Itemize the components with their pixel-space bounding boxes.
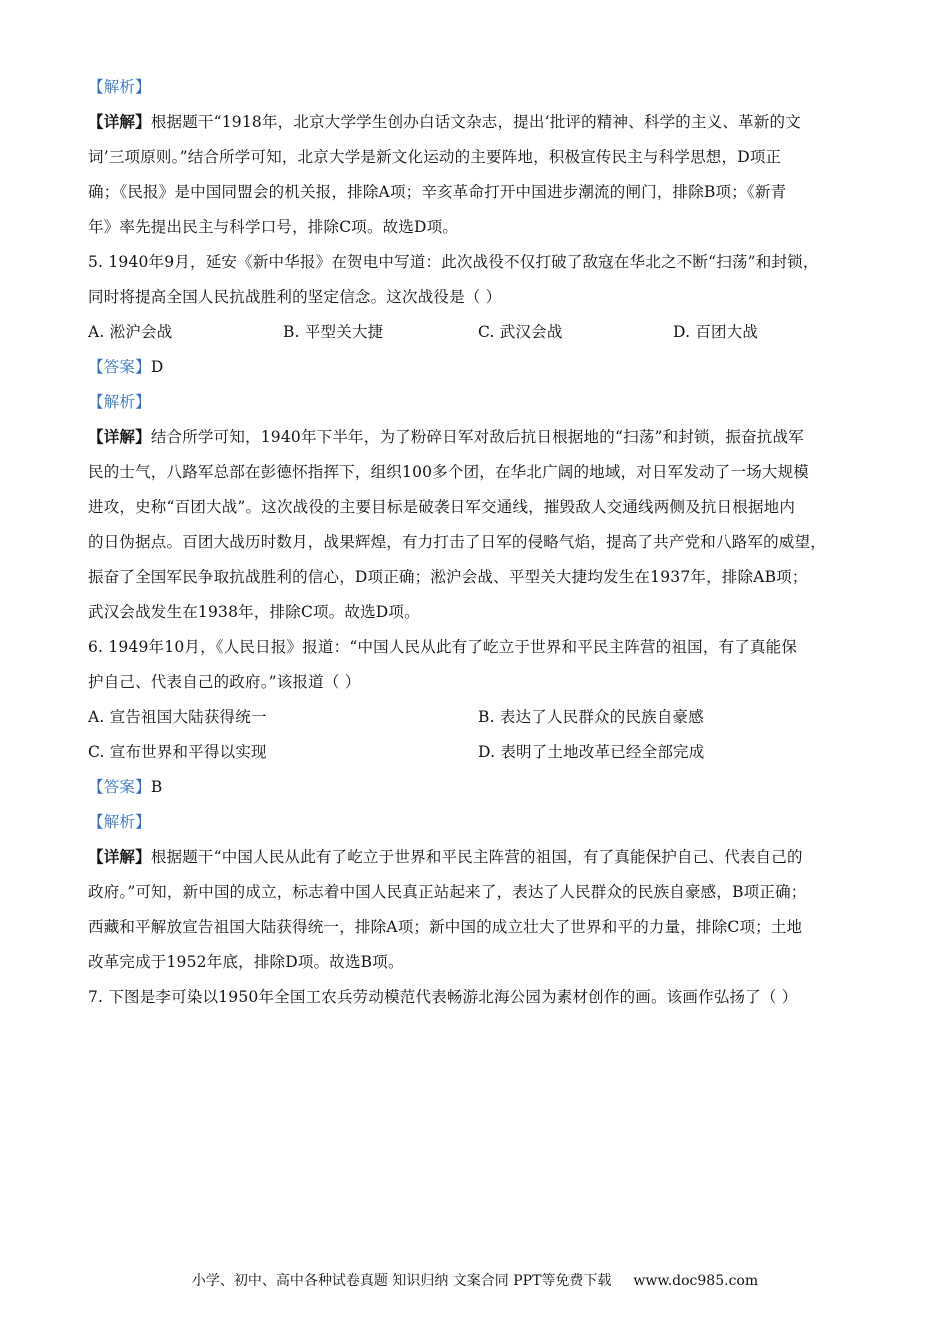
q6-answer — [88, 770, 868, 805]
q6-analysis-label: 【解析】 — [88, 813, 151, 831]
q6-stem-line: 护自己、代表自己的政府。”该报道（ ） — [88, 673, 361, 691]
q5-detail-line: 振奋了全国军民争取抗战胜利的信心，D项正确；淞沪会战、平型关大捷均发生在1937年，排除AB项； — [88, 568, 808, 586]
q6-stem-line: 6. 1949年10月，《人民日报》报道：“中国人民从此有了屹立于世界和平民主阵营的祖国，有了真能保 — [88, 638, 798, 656]
q4-analysis-label: 【解析】 — [88, 78, 151, 96]
q6-option-b: B. 表达了人民群众的民族自豪感 — [478, 708, 704, 726]
q6-detail-line: 【详解】根据题干“中国人民从此有了屹立于世界和平民主阵营的祖国，有了真能保护自己、代表自己的 — [88, 847, 803, 866]
q5-option-c: C. 武汉会战 — [478, 323, 563, 341]
footer-url[interactable]: www.doc985.com — [633, 1273, 759, 1289]
q6-detail-line: 西藏和平解放宣告祖国大陆获得统一，排除A项；新中国的成立壮大了世界和平的力量，排除C项；土地 — [88, 918, 803, 936]
q4-detail-line: 词’三项原则。”结合所学可知，北京大学是新文化运动的主要阵地，积极宣传民主与科学思想，D项正 — [88, 148, 782, 166]
q5-stem-line: 5. 1940年9月，延安《新中华报》在贺电中写道：此次战役不仅打破了敌寇在华北之不断“扫荡”和封锁， — [88, 253, 819, 271]
q5-answer-label: 【答案】 — [88, 358, 151, 376]
q4-detail-line: 确；《民报》是中国同盟会的机关报，排除A项；辛亥革命打开中国进步潮流的闸门，排除B项；《新青 — [88, 183, 787, 201]
q6-option-d: D. 表明了土地改革已经全部完成 — [478, 743, 705, 761]
q5-detail-label: 【详解】 — [88, 427, 151, 446]
q6-options-row — [88, 700, 868, 735]
q6-answer-label: 【答案】 — [88, 778, 151, 796]
q7-stem: 7. 下图是李可染以1950年全国工农兵劳动模范代表畅游北海公园为素材创作的画。该画作弘扬了（ ） — [88, 988, 798, 1006]
q5-options — [88, 315, 868, 350]
q5-answer — [88, 350, 868, 385]
q5-detail-line: 武汉会战发生在1938年，排除C项。故选D项。 — [88, 603, 420, 621]
q6-option-a: A. 宣告祖国大陆获得统一 — [88, 708, 267, 726]
q5-option-b: B. 平型关大捷 — [283, 323, 384, 341]
page-footer — [0, 1270, 950, 1290]
q5-detail-line: 的日伪据点。百团大战历时数月，战果辉煌，有力打击了日军的侵略气焰，提高了共产党和八路军的威望， — [88, 533, 826, 551]
q6-answer-value: B — [150, 778, 163, 796]
q5-analysis-label: 【解析】 — [88, 393, 151, 411]
q6-detail-line: 政府。”可知，新中国的成立，标志着中国人民真正站起来了，表达了人民群众的民族自豪感，B项正确； — [88, 883, 807, 901]
q6-detail-label: 【详解】 — [88, 847, 151, 866]
q5-stem-line: 同时将提高全国人民抗战胜利的坚定信念。这次战役是（ ） — [88, 288, 502, 306]
q4-detail-line: 年》率先提出民主与科学口号，排除C项。故选D项。 — [88, 218, 459, 236]
q5-detail-line: 进攻，史称“百团大战”。这次战役的主要目标是破袭日军交通线，摧毁敌人交通线两侧及抗日根据地内 — [88, 498, 796, 516]
q6-option-c: C. 宣布世界和平得以实现 — [88, 743, 267, 761]
q5-answer-value: D — [150, 358, 164, 376]
q6-detail-line: 改革完成于1952年底，排除D项。故选B项。 — [88, 953, 404, 971]
q4-detail-label: 【详解】 — [88, 112, 151, 131]
q5-detail-line: 【详解】结合所学可知，1940年下半年，为了粉碎日军对敌后抗日根据地的“扫荡”和封锁，振奋抗战军 — [88, 427, 804, 446]
q5-detail-line: 民的士气，八路军总部在彭德怀指挥下，组织100多个团，在华北广阔的地域，对日军发动了一场大规模 — [88, 463, 809, 481]
q5-option-a: A. 淞沪会战 — [88, 323, 173, 341]
q5-option-d: D. 百团大战 — [673, 323, 759, 341]
q6-options-row — [88, 735, 868, 770]
footer-text: 小学、初中、高中各种试卷真题 知识归纳 文案合同 PPT等免费下载 — [191, 1273, 612, 1289]
document-page — [88, 70, 868, 1015]
q4-detail-line: 【详解】根据题干“1918年，北京大学学生创办白话文杂志，提出‘批评的精神、科学的主义、革新的文 — [88, 112, 801, 131]
